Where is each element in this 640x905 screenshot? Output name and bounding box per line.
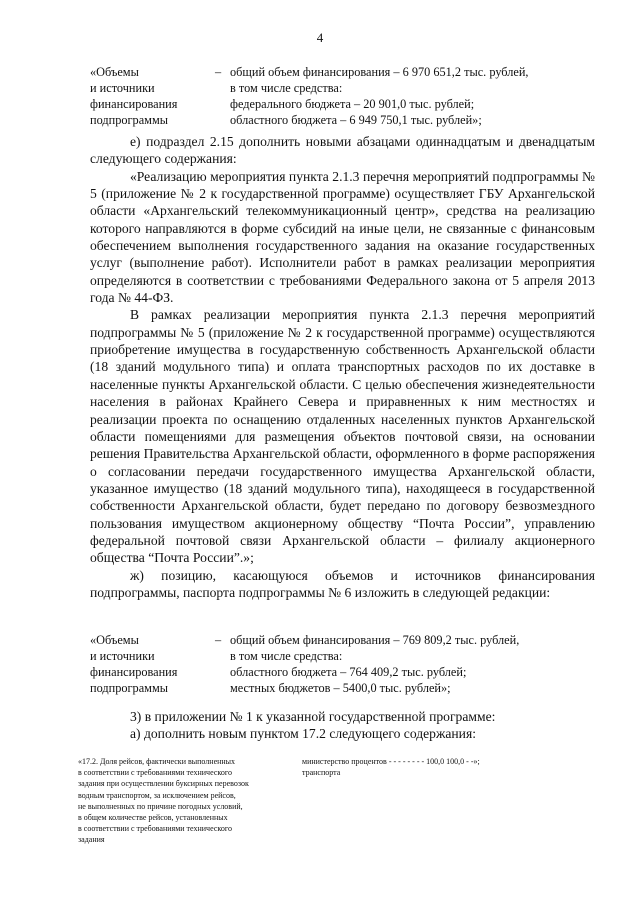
financing-line: областного бюджета – 6 949 750,1 тыс. рублей»; xyxy=(230,113,482,127)
financing-label: «Объемы и источники финансирования подпрограммы xyxy=(90,633,178,695)
page-number: 4 xyxy=(316,30,324,45)
financing-label: «Объемы и источники финансирования подпрограммы xyxy=(90,65,178,127)
indicator-values-cell: министерство процентов - - - - - - - - 100,0 100,0 - -»; транспорта xyxy=(302,757,480,778)
main-text xyxy=(90,133,595,601)
financing-dash: – xyxy=(215,633,222,647)
amendment-text xyxy=(90,708,595,743)
financing-line: в том числе средства: xyxy=(230,81,343,95)
paragraph: ж) позицию, касающуюся объемов и источников финансирования подпрограммы, паспорта подпрограммы № 6 изложить в следующей редакции: xyxy=(90,567,595,600)
financing-line: областного бюджета – 764 409,2 тыс. рублей; xyxy=(230,665,467,679)
paragraph: е) подраздел 2.15 дополнить новыми абзацами одиннадцатым и двенадцатым следующего содержания: xyxy=(90,134,595,167)
financing-line: федерального бюджета – 20 901,0 тыс. рублей; xyxy=(230,97,475,111)
financing-values xyxy=(230,64,529,128)
paragraph: а) дополнить новым пунктом 17.2 следующего содержания: xyxy=(130,726,476,742)
financing-dash: – xyxy=(215,65,222,79)
paragraph: «Реализацию мероприятия пункта 2.1.3 перечня мероприятий подпрограммы № 5 (приложение № 2 к государственной программе) осуществляет ГБУ Архангельской области «Архангельский телекоммуникационный центр», средства на реализацию которого направляются в форме субсидий на иные цели, не связанные с финансовым обеспечением выполнения государственного задания на оказание государственных услуг (выполнение работ). Исполнители работ в рамках реализации мероприятия определяются в соответствии с требованиями Федерального закона от 5 апреля 2013 года № 44-ФЗ. xyxy=(90,168,595,306)
financing-line: местных бюджетов – 5400,0 тыс. рублей»; xyxy=(230,681,451,695)
financing-line: в том числе средства: xyxy=(230,649,343,663)
paragraph: В рамках реализации мероприятия пункта 2.1.3 перечня мероприятий подпрограммы № 5 (приложение № 2 к государственной программе) осуществляются приобретение имущества в государственную собственность Архангельской области (18 зданий модульного типа) и оплата транспортных расходов по их доставке в населенные пункты Архангельской области. С целью обеспечения жизнедеятельности населения в районах Крайнего Севера и приравненных к ним местностях и реализации проекта по оснащению отдаленных населенных пунктов Архангельской области помещениями для размещения объектов почтовой связи, на основании решения Правительства Архангельской области, оформленного в форме распоряжения о согласовании передачи государственного имущества Архангельской области, указанное имущество (18 зданий модульного типа), находящееся в государственной собственности Архангельской области, будет передано по договору безвозмездного пользования имуществом акционерному обществу “Почта России”, управлению федеральной почтовой связи Архангельской области – филиалу акционерного общества “Почта России”.»; xyxy=(90,307,595,566)
paragraph: 3) в приложении № 1 к указанной государственной программе: xyxy=(130,709,496,724)
financing-line: общий объем финансирования – 769 809,2 тыс. рублей, xyxy=(230,633,520,647)
financing-line: общий объем финансирования – 6 970 651,2 тыс. рублей, xyxy=(230,65,529,79)
financing-values xyxy=(230,632,519,696)
indicator-name-cell: «17.2. Доля рейсов, фактически выполненных в соответствии с требованиями технического задания при осуществлении буксирных перевозок водным транспортом, за исключением рейсов, не выполненных по причине погодных условий, в общем количестве рейсов, установленных в соответствии с требованиями технического задания xyxy=(78,757,249,845)
